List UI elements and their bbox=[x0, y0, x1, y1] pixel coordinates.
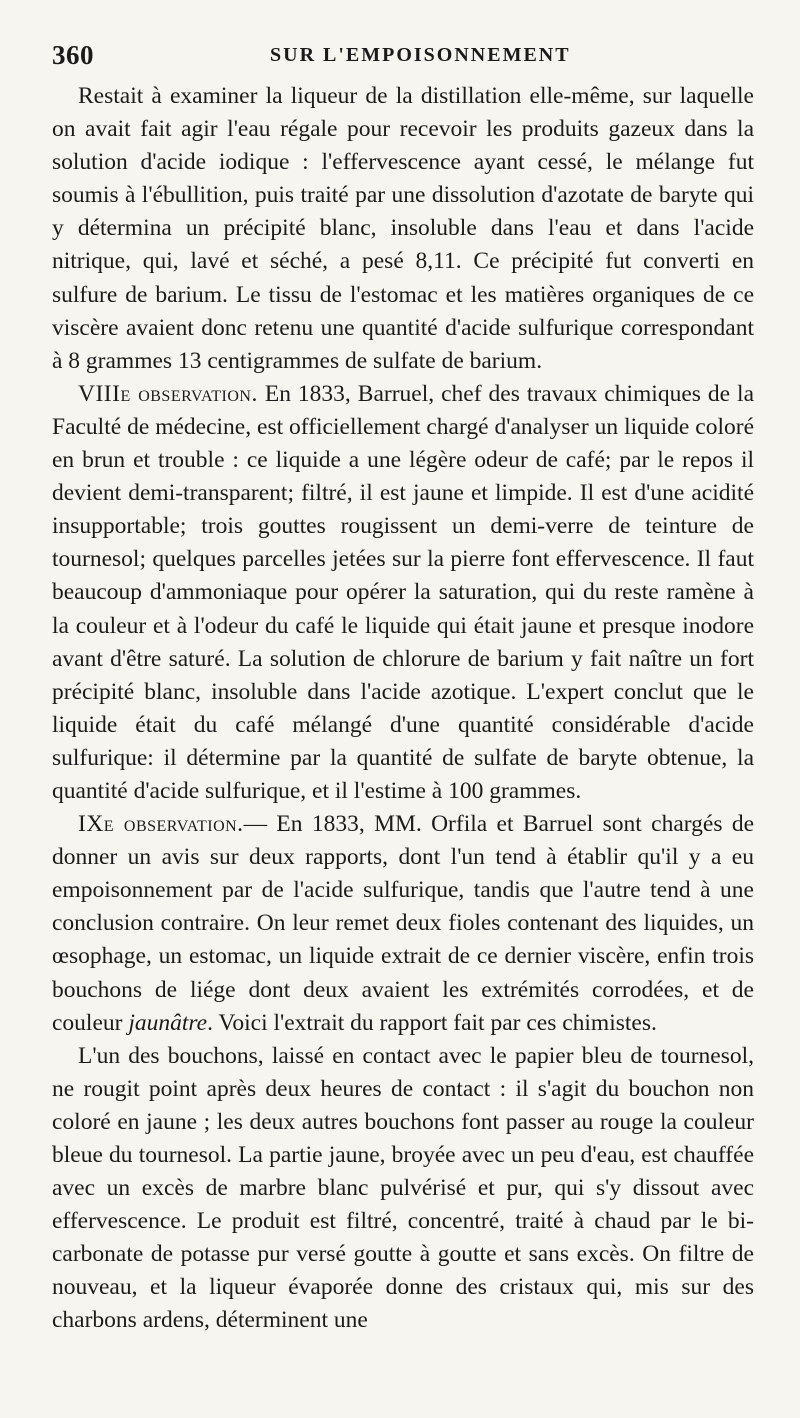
page-number: 360 bbox=[52, 40, 94, 70]
paragraph-text: L'un des bouchons, laissé en contact avec le papier bleu de tournesol, ne rougit point après deux heures de contact : il s'agit du bouchon non coloré en jaune ; les deux autres bouchons font passer au rouge la couleur bleue du tournesol. La partie jaune, broyée avec un peu d'eau, est chauffée avec un excès de marbre blanc pulvérisé et pur, qui s'y dissout avec effervescence. Le produit est filtré, concentré, traité à chaud par le bi-carbonate de potasse pur versé goutte à goutte et sans excès. On filtre de nouveau, et la liqueur évaporée donne des cristaux qui, mis sur des charbons ardens, déterminent une bbox=[52, 1042, 754, 1334]
paragraph-text-after: . Voici l'extrait du rapport fait par ces chimistes. bbox=[207, 1009, 657, 1036]
paragraph-distillation bbox=[52, 80, 754, 378]
paragraph-bouchons bbox=[52, 1040, 754, 1338]
observation-label: VIIIe observation. bbox=[78, 380, 258, 407]
page-header bbox=[52, 40, 752, 76]
paragraph-observation-9 bbox=[52, 808, 754, 1040]
body-text bbox=[52, 80, 754, 1338]
paragraph-text: Restait à examiner la liqueur de la distillation elle-même, sur laquelle on avait fait agir l'eau régale pour recevoir les produits gazeux dans la solution d'acide iodique : l'effervescence ayant cessé, le mélange fut soumis à l'ébullition, puis traité par une dissolution d'azotate de baryte qui y détermina un précipité blanc, insoluble dans l'eau et dans l'acide nitrique, qui, lavé et séché, a pesé 8,11. Ce précipité fut converti en sulfure de barium. Le tissu de l'estomac et les matières organiques de ce viscère avaient donc retenu une quantité d'acide sulfurique correspondant à 8 grammes 13 centigrammes de sulfate de barium. bbox=[52, 83, 754, 374]
paragraph-text: — En 1833, MM. Orfila et Barruel sont chargés de donner un avis sur deux rapports, dont l'un tend à établir qu'il y a eu empoisonnement par de l'acide sulfurique, tandis que l'autre tend à une conclusion contraire. On leur remet deux fioles contenant des liquides, un œsophage, un estomac, un liquide extrait de ce dernier viscère, enfin trois bouchons de liége dont deux avaient les extrémités corrodées, et de couleur bbox=[52, 811, 755, 1036]
italic-term: jaunâtre bbox=[128, 1009, 208, 1036]
running-head: SUR L'EMPOISONNEMENT bbox=[270, 44, 571, 66]
paragraph-observation-8 bbox=[52, 378, 754, 808]
paragraph-text: En 1833, Barruel, chef des travaux chimiques de la Faculté de médecine, est officiellement chargé d'analyser un liquide coloré en brun et trouble : ce liquide a une légère odeur de café; par le repos il devient demi-transparent; filtré, il est jaune et limpide. Il est d'une acidité insupportable; trois gouttes rougissent un demi-verre de teinture de tournesol; quelques parcelles jetées sur la pierre font effervescence. Il faut beaucoup d'ammoniaque pour opérer la saturation, qui du reste ramène à la couleur et à l'odeur du café le liquide qui était jaune et presque inodore avant d'être saturé. La solution de chlorure de barium y fait naître un fort précipité blanc, insoluble dans l'acide azotique. L'expert conclut que le liquide était du café mélangé d'une quantité considérable d'acide sulfurique: il détermine par la quantité de sulfate de baryte obtenue, la quantité d'acide sulfurique, et il l'estime à 100 grammes. bbox=[52, 380, 754, 804]
observation-label: IXe observation. bbox=[78, 811, 244, 838]
